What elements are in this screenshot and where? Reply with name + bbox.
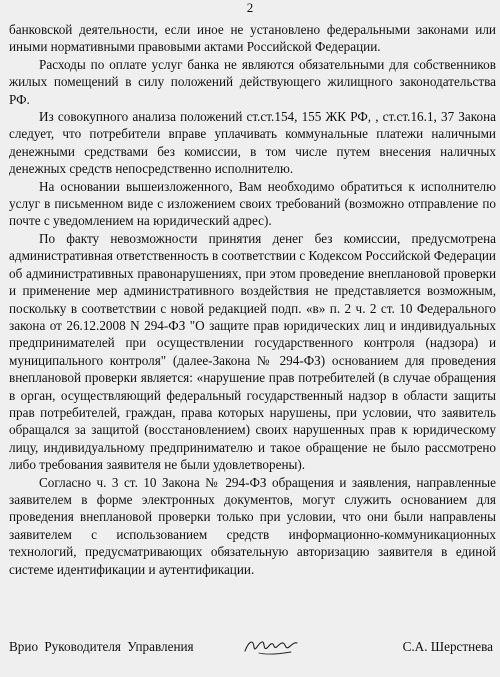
page-number: 2 [246,0,254,15]
paragraph-analysis: Из совокупного анализа положений ст.ст.154, 155 ЖК РФ, , ст.ст.16.1, 37 Закона следует, что потребители вправе уплачивать коммунальные платежи наличными денежными средствами без комиссии, в том числе путем внесения наличных денежных средств непосредственно исполнителю. [9,109,496,177]
signature-block [9,637,493,659]
paragraph-electronic-appeals: Согласно ч. 3 ст. 10 Закона № 294-ФЗ обращения и заявления, направленные заявителем в форме электронных документов, могут служить основанием для проведения внеплановой проверки только при условии, что они были направлены заявителем с использованием средств информационно-коммуникационных технологий, предусматривающих обязательную авторизацию заявителя в единой системе идентификации и аутентификации. [9,474,496,577]
signatory-role: Врио Руководителя Управления [9,639,194,654]
letter-body [9,21,496,578]
paragraph-continuation: банковской деятельности, если иное не установлено федеральными законами или иными нормативными правовыми актами Российской Федерации. [9,22,496,55]
paragraph-bank-fees: Расходы по оплате услуг банка не являются обязательными для собственников жилых помещений в силу положений действующего жилищного законодательства РФ. [9,56,496,107]
handwritten-signature-icon [241,633,301,659]
signatory-name: С.А. Шерстнева [402,639,493,654]
paragraph-liability: По факту невозможности принятия денег без комиссии, предусмотрена административная ответственность в соответствии с Кодексом Российской Федерации об административных правонарушениях, при этом проведение внеплановой проверки и применение мер административного воздействия не представляется возможным, поскольку в соответствии с новой редакцией подп. «в» п. 2 ч. 2 ст. 10 Федерального закона от 26.12.2008 N 294-ФЗ "О защите прав юридических лиц и индивидуальных предпринимателей при осуществлении государственного контроля (надзора) и муниципального контроля" (далее-Закона № 294-ФЗ) основанием для проведения внеплановой проверки является: «нарушение прав потребителей (в случае обращения в орган, осуществляющий федеральный государственный надзор в области защиты прав потребителей, граждан, права которых нарушены, при условии, что заявитель обращался за защитой (восстановлением) своих нарушенных прав к юридическому лицу, индивидуальному предпринимателю и такое обращение не было рассмотрено либо требования заявителя не были удовлетворены). [9,230,496,473]
paragraph-recommendation: На основании вышеизложенного, Вам необходимо обратиться к исполнителю услуг в письменном виде с изложением своих требований (возможно отправление по почте с уведомлением на юридический адрес). [9,178,496,229]
